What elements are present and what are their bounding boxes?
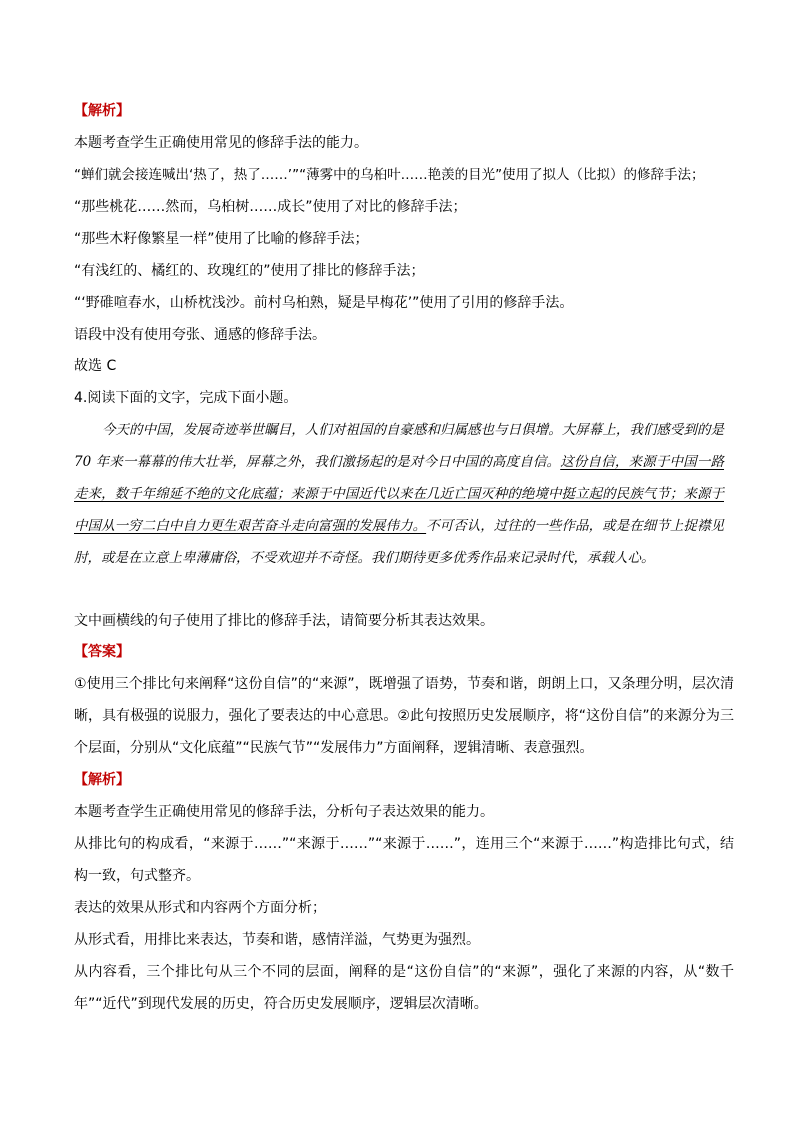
analysis-line: “蝉们就会接连喊出‘热了，热了……’”“薄雾中的乌桕叶……艳羡的目光”使用了拟人（比拟）的修辞手法； <box>74 167 705 183</box>
analysis-line: 表达的效果从形式和内容两个方面分析； <box>74 900 326 916</box>
analysis-line: 从形式看，用排比来表达，节奏和谐，感情洋溢，气势更为强烈。 <box>74 932 480 948</box>
analysis-heading: 【解析】 <box>74 103 130 119</box>
passage-text: 今天的中国，发展奇迹举世瞩目，人们对祖国的自豪感和归属感也与日俱增。大屏幕上，我们感受到的是 70 年来一幕幕的伟大壮举，屏幕之外，我们激扬起的是对今日中国的高度自信。 <box>74 422 724 470</box>
question-prompt: 4.阅读下面的文字，完成下面小题。 <box>74 390 298 406</box>
analysis-line: “有浅红的、橘红的、玫瑰红的”使用了排比的修辞手法； <box>74 263 425 279</box>
reading-passage <box>74 414 724 574</box>
analysis-heading: 【解析】 <box>74 772 130 788</box>
analysis-line: 本题考查学生正确使用常见的修辞手法的能力。 <box>74 135 368 151</box>
analysis-line: “那些木籽像繁星一样”使用了比喻的修辞手法； <box>74 231 369 247</box>
analysis-paragraph: 从内容看，三个排比句从三个不同的层面，阐释的是“这份自信”的“来源”，强化了来源的内容，从“数千年”“近代”到现代发展的历史，符合历史发展顺序，逻辑层次清晰。 <box>74 964 734 1012</box>
analysis-line: “‘野碓喧春水，山桥枕浅沙。前村乌桕熟，疑是早梅花’”使用了引用的修辞手法。 <box>74 295 574 311</box>
analysis-choice: 故选 C <box>74 358 117 374</box>
passage-text: 不可否认，过往的一些作品，或是在细节上捉襟见肘，或是在立意上卑薄庸俗，不受欢迎并不奇怪。我们期待更多优秀作品来记录时代，承载人心。 <box>74 518 725 566</box>
underlined-sentence: 这份自信，来源于中国一路走来，数千年绵延不绝的文化底蕴；来源于中国近代以来在几近亡国灭种的绝境中挺立起的民族气节；来源于中国从一穷二白中自力更生艰苦奋斗走向富强的发展伟力。 <box>74 454 725 534</box>
analysis-line: “那些桃花……然而，乌桕树……成长”使用了对比的修辞手法； <box>74 199 467 215</box>
analysis-line: 本题考查学生正确使用常见的修辞手法，分析句子表达效果的能力。 <box>74 804 494 820</box>
answer-text: ①使用三个排比句来阐释“这份自信”的“来源”，既增强了语势，节奏和谐，朗朗上口，又条理分明，层次清晰，具有极强的说服力，强化了要表达的中心意思。②此句按照历史发展顺序，将“这份自信”的来源分为三个层面，分别从“文化底蕴”“民族气节”“发展伟力”方面阐释，逻辑清晰、表意强烈。 <box>74 676 734 756</box>
analysis-line: 语段中没有使用夸张、通感的修辞手法。 <box>74 327 326 343</box>
analysis-paragraph: 从排比句的构成看，“来源于……”“来源于……”“来源于……”，连用三个“来源于……”构造排比句式，结构一致，句式整齐。 <box>74 836 734 884</box>
answer-heading: 【答案】 <box>74 644 130 660</box>
question-task: 文中画横线的句子使用了排比的修辞手法，请简要分析其表达效果。 <box>74 613 494 629</box>
